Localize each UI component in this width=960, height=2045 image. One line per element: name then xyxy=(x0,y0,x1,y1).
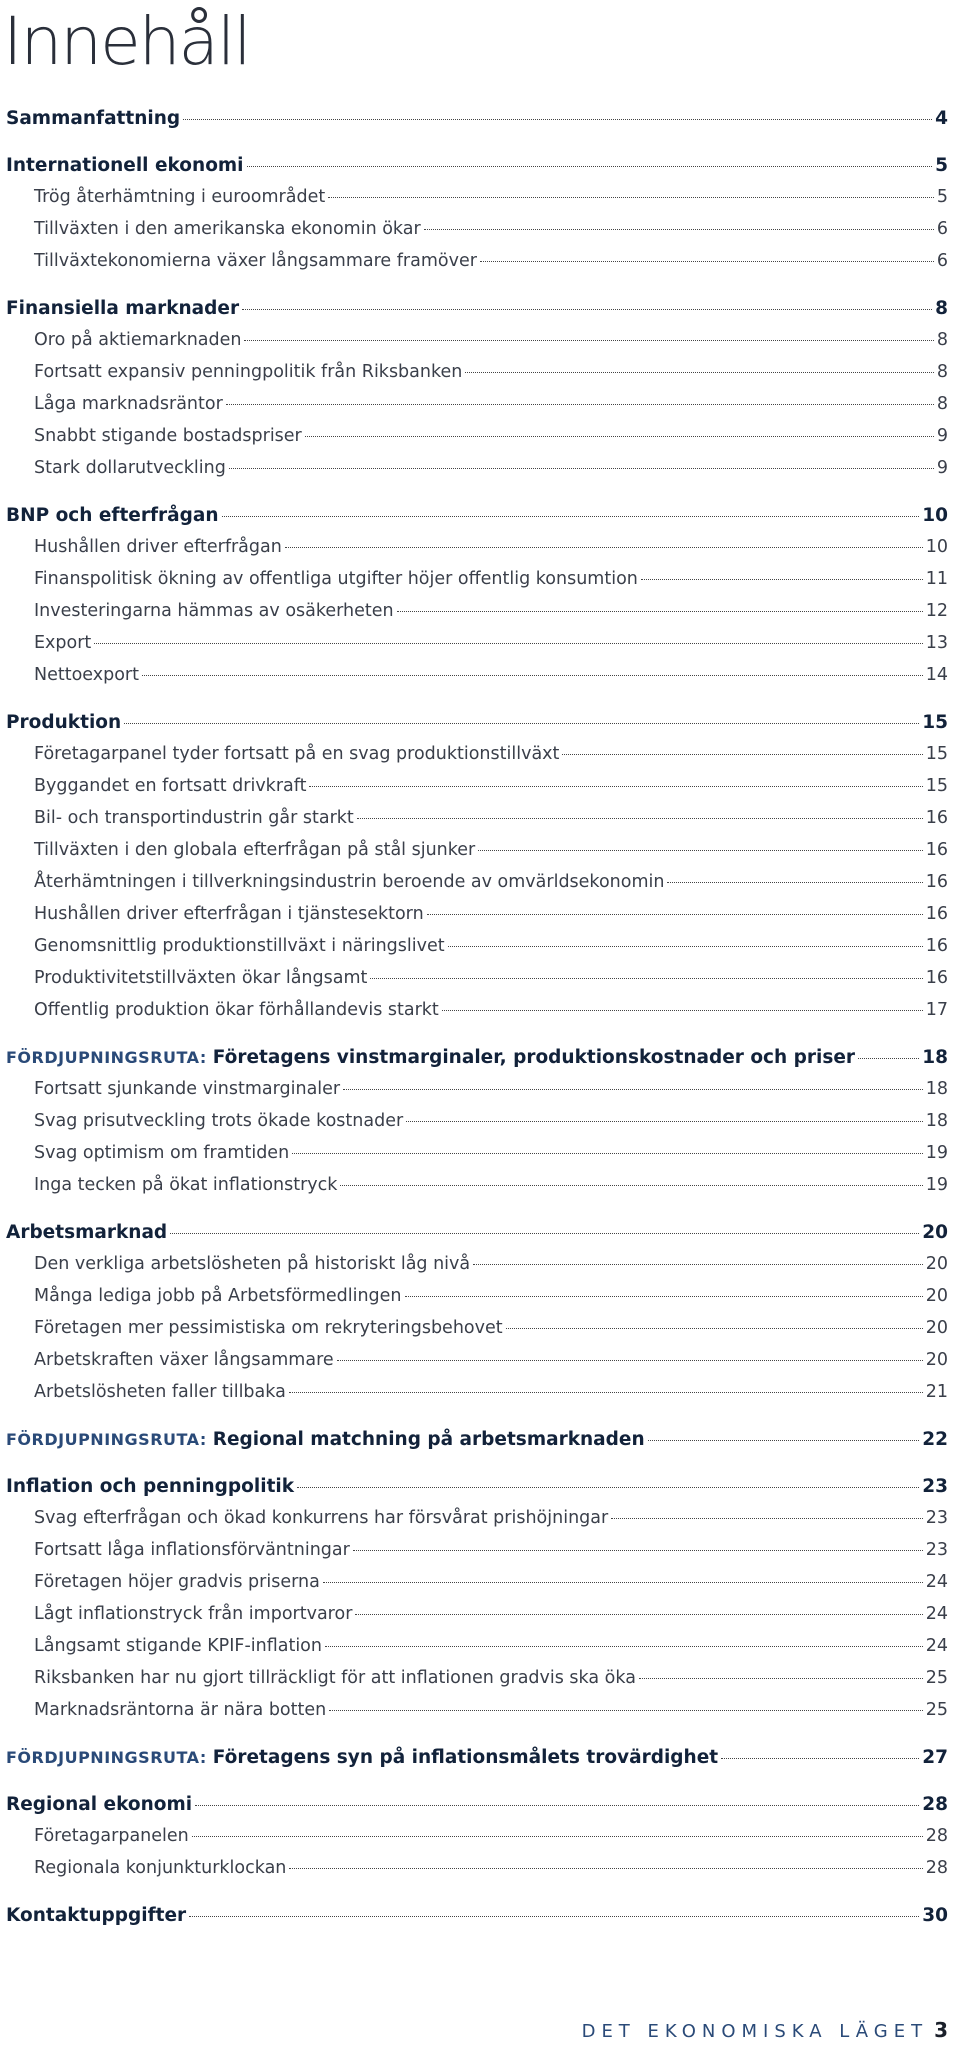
dot-leader xyxy=(611,1518,923,1519)
dot-leader xyxy=(465,372,934,373)
toc-heading-entry[interactable] xyxy=(6,108,948,129)
toc-entry-title: Fortsatt sjunkande vinstmarginaler xyxy=(34,1079,341,1099)
dot-leader xyxy=(285,547,923,548)
toc-page-number: 9 xyxy=(936,426,948,446)
dot-leader xyxy=(397,611,923,612)
toc-page-number: 23 xyxy=(925,1508,948,1528)
dot-leader xyxy=(337,1360,923,1361)
toc-subentry[interactable] xyxy=(34,569,948,589)
toc-subentry[interactable] xyxy=(34,840,948,860)
toc-subentry[interactable] xyxy=(34,744,948,764)
dot-leader xyxy=(405,1296,923,1297)
toc-entry-title: Fortsatt låga inflationsförväntningar xyxy=(34,1540,350,1560)
toc-page-number: 14 xyxy=(925,665,948,685)
toc-entry-title: Regional matchning på arbetsmarknaden xyxy=(212,1429,645,1450)
toc-page-number: 16 xyxy=(925,936,948,956)
toc-feature-entry[interactable] xyxy=(6,1747,948,1768)
dot-leader xyxy=(328,197,934,198)
toc-page-number: 8 xyxy=(936,394,948,414)
toc-page-number: 10 xyxy=(925,537,948,557)
toc-page-number: 23 xyxy=(922,1476,948,1497)
toc-entry-title: Den verkliga arbetslösheten på historiskt låg nivå xyxy=(34,1254,471,1274)
toc-page-number: 15 xyxy=(925,744,948,764)
toc-subentry[interactable] xyxy=(34,1858,948,1878)
toc-page-number: 25 xyxy=(925,1668,948,1688)
dot-leader xyxy=(329,1710,923,1711)
toc-entry-title: Låga marknadsräntor xyxy=(34,394,223,414)
dot-leader xyxy=(226,404,934,405)
toc-page-number: 6 xyxy=(936,251,948,271)
toc-subentry[interactable] xyxy=(34,1079,948,1099)
toc-entry-title: Företagarpanel tyder fortsatt på en svag produktionstillväxt xyxy=(34,744,560,764)
toc-page-number: 15 xyxy=(922,712,948,733)
toc-page-number: 25 xyxy=(925,1700,948,1720)
toc-entry-title: Hushållen driver efterfrågan i tjänstesektorn xyxy=(34,904,424,924)
toc-page-number: 10 xyxy=(922,505,948,526)
dot-leader xyxy=(448,946,923,947)
dot-leader xyxy=(667,882,922,883)
toc-entry-title: Bil- och transportindustrin går starkt xyxy=(34,808,354,828)
toc-heading-entry[interactable] xyxy=(6,712,948,733)
toc-page-number: 17 xyxy=(925,1000,948,1020)
toc-entry-title: Offentlig produktion ökar förhållandevis starkt xyxy=(34,1000,439,1020)
toc-feature-entry[interactable] xyxy=(6,1047,948,1068)
toc-page-number: 22 xyxy=(922,1429,948,1450)
toc-subentry[interactable] xyxy=(34,776,948,796)
toc-entry-title: Svag prisutveckling trots ökade kostnader xyxy=(34,1111,404,1131)
dot-leader xyxy=(244,340,933,341)
dot-leader xyxy=(289,1868,922,1869)
toc-subentry[interactable] xyxy=(34,1668,948,1688)
toc-page-number: 19 xyxy=(925,1175,948,1195)
feature-box-prefix: FÖRDJUPNINGSRUTA: xyxy=(6,1430,207,1449)
toc-entry-title: Trög återhämtning i euroområdet xyxy=(34,187,326,207)
dot-leader xyxy=(858,1058,919,1059)
toc-page-number: 21 xyxy=(925,1382,948,1402)
dot-leader xyxy=(648,1440,920,1441)
dot-leader xyxy=(355,1614,922,1615)
toc-entry-title: Finansiella marknader xyxy=(6,298,240,319)
toc-page-number: 16 xyxy=(925,872,948,892)
toc-page-number: 12 xyxy=(925,601,948,621)
toc-entry-title: Produktivitetstillväxten ökar långsamt xyxy=(34,968,368,988)
toc-page-number: 18 xyxy=(922,1047,948,1068)
toc-entry-title: Företagen höjer gradvis priserna xyxy=(34,1572,320,1592)
dot-leader xyxy=(641,579,923,580)
toc-entry-title: Arbetskraften växer långsammare xyxy=(34,1350,334,1370)
toc-page-number: 24 xyxy=(925,1636,948,1656)
dot-leader xyxy=(721,1758,919,1759)
toc-page-number: 8 xyxy=(936,362,948,382)
toc-entry-title: Inga tecken på ökat inflationstryck xyxy=(34,1175,338,1195)
toc-subentry[interactable] xyxy=(34,362,948,382)
dot-leader xyxy=(323,1582,923,1583)
toc-subentry[interactable] xyxy=(34,936,948,956)
toc-entry-title: Arbetslösheten faller tillbaka xyxy=(34,1382,286,1402)
toc-subentry[interactable] xyxy=(34,1143,948,1163)
toc-page-number: 4 xyxy=(935,108,948,129)
toc-entry-title: Internationell ekonomi xyxy=(6,155,244,176)
dot-leader xyxy=(442,1010,923,1011)
dot-leader xyxy=(242,309,932,310)
toc-entry-title: Svag optimism om framtiden xyxy=(34,1143,290,1163)
toc-entry-title: Svag efterfrågan och ökad konkurrens har försvårat prishöjningar xyxy=(34,1508,609,1528)
toc-entry-title: Återhämtningen i tillverkningsindustrin beroende av omvärldsekonomin xyxy=(34,872,665,892)
toc-subentry[interactable] xyxy=(34,1000,948,1020)
toc-subentry[interactable] xyxy=(34,1382,948,1402)
toc-page-number: 6 xyxy=(936,219,948,239)
toc-subentry[interactable] xyxy=(34,1175,948,1195)
toc-entry-title: Tillväxten i den amerikanska ekonomin ökar xyxy=(34,219,421,239)
toc-entry-title: Oro på aktiemarknaden xyxy=(34,330,242,350)
toc-subentry[interactable] xyxy=(34,1111,948,1131)
toc-heading-entry[interactable] xyxy=(6,1794,948,1815)
toc-subentry[interactable] xyxy=(34,1826,948,1846)
toc-feature-entry[interactable] xyxy=(6,1429,948,1450)
dot-leader xyxy=(94,643,922,644)
dot-leader xyxy=(343,1089,923,1090)
page-title: Innehåll xyxy=(3,3,250,80)
toc-entry-title: Byggandet en fortsatt drivkraft xyxy=(34,776,307,796)
toc-subentry[interactable] xyxy=(34,1318,948,1338)
dot-leader xyxy=(340,1185,922,1186)
dot-leader xyxy=(222,516,920,517)
toc-subentry[interactable] xyxy=(34,808,948,828)
dot-leader xyxy=(353,1550,923,1551)
feature-box-prefix: FÖRDJUPNINGSRUTA: xyxy=(6,1048,207,1067)
toc-subentry[interactable] xyxy=(34,187,948,207)
page-number: 3 xyxy=(934,2018,948,2042)
toc-page-number: 20 xyxy=(925,1318,948,1338)
dot-leader xyxy=(424,229,934,230)
toc-page-number: 8 xyxy=(936,330,948,350)
toc-subentry[interactable] xyxy=(34,1286,948,1306)
toc-entry-title: Investeringarna hämmas av osäkerheten xyxy=(34,601,394,621)
toc-page-number: 27 xyxy=(922,1747,948,1768)
toc-page-number: 30 xyxy=(922,1905,948,1926)
toc-page-number: 5 xyxy=(936,187,948,207)
dot-leader xyxy=(189,1916,919,1917)
toc-entry-title: Stark dollarutveckling xyxy=(34,458,226,478)
dot-leader xyxy=(357,818,923,819)
toc-entry-title: Hushållen driver efterfrågan xyxy=(34,537,282,557)
toc-entry-title: Marknadsräntorna är nära botten xyxy=(34,1700,327,1720)
toc-subentry[interactable] xyxy=(34,968,948,988)
toc-subentry[interactable] xyxy=(34,1604,948,1624)
toc-page-number: 20 xyxy=(925,1350,948,1370)
toc-subentry[interactable] xyxy=(34,251,948,271)
dot-leader xyxy=(478,850,922,851)
toc-entry-title: Arbetsmarknad xyxy=(6,1222,168,1243)
page-footer xyxy=(582,2018,948,2042)
dot-leader xyxy=(562,754,922,755)
toc-page-number: 5 xyxy=(935,155,948,176)
publication-name: DET EKONOMISKA LÄGET xyxy=(581,2021,929,2042)
toc-entry-title: Snabbt stigande bostadspriser xyxy=(34,426,302,446)
toc-subentry[interactable] xyxy=(34,394,948,414)
dot-leader xyxy=(142,675,923,676)
toc-entry-title: Nettoexport xyxy=(34,665,139,685)
dot-leader xyxy=(480,261,934,262)
dot-leader xyxy=(370,978,922,979)
toc-page-number: 19 xyxy=(925,1143,948,1163)
toc-subentry[interactable] xyxy=(34,219,948,239)
toc-subentry[interactable] xyxy=(34,1508,948,1528)
toc-page-number: 16 xyxy=(925,904,948,924)
toc-page-number: 24 xyxy=(925,1604,948,1624)
toc-entry-title: Tillväxten i den globala efterfrågan på stål sjunker xyxy=(34,840,476,860)
dot-leader xyxy=(229,468,934,469)
toc-page-number: 18 xyxy=(925,1079,948,1099)
toc-page-number: 20 xyxy=(922,1222,948,1243)
toc-page-number: 13 xyxy=(925,633,948,653)
dot-leader xyxy=(292,1153,923,1154)
toc-entry-title: Regionala konjunkturklockan xyxy=(34,1858,287,1878)
toc-subentry[interactable] xyxy=(34,1572,948,1592)
toc-heading-entry[interactable] xyxy=(6,505,948,526)
toc-subentry[interactable] xyxy=(34,1636,948,1656)
toc-entry-title: Tillväxtekonomierna växer långsammare framöver xyxy=(34,251,477,271)
toc-entry-title: Riksbanken har nu gjort tillräckligt för att inflationen gradvis ska öka xyxy=(34,1668,636,1688)
dot-leader xyxy=(183,119,932,120)
toc-page-number: 8 xyxy=(935,298,948,319)
toc-page-number: 20 xyxy=(925,1254,948,1274)
feature-box-prefix: FÖRDJUPNINGSRUTA: xyxy=(6,1748,207,1767)
toc-heading-entry[interactable] xyxy=(6,1222,948,1243)
dot-leader xyxy=(289,1392,923,1393)
toc-entry-title: Företagen mer pessimistiska om rekryteringsbehovet xyxy=(34,1318,503,1338)
dot-leader xyxy=(325,1646,923,1647)
toc-entry-title: Finanspolitisk ökning av offentliga utgifter höjer offentlig konsumtion xyxy=(34,569,638,589)
toc-subentry[interactable] xyxy=(34,537,948,557)
toc-entry-title: Genomsnittlig produktionstillväxt i näringslivet xyxy=(34,936,445,956)
toc-page-number: 23 xyxy=(925,1540,948,1560)
toc-entry-title: Lågt inflationstryck från importvaror xyxy=(34,1604,353,1624)
toc-entry-title: Företagens syn på inflationsmålets trovärdighet xyxy=(212,1747,719,1768)
toc-entry-title: Företagens vinstmarginaler, produktionskostnader och priser xyxy=(212,1047,856,1068)
dot-leader xyxy=(473,1264,923,1265)
dot-leader xyxy=(305,436,934,437)
toc-heading-entry[interactable] xyxy=(6,298,948,319)
toc-entry-title: Företagarpanelen xyxy=(34,1826,189,1846)
dot-leader xyxy=(406,1121,923,1122)
toc-heading-entry[interactable] xyxy=(6,1905,948,1926)
toc-entry-title: Fortsatt expansiv penningpolitik från Riksbanken xyxy=(34,362,463,382)
toc-subentry[interactable] xyxy=(34,458,948,478)
toc-entry-title: Inflation och penningpolitik xyxy=(6,1476,295,1497)
dot-leader xyxy=(427,914,923,915)
toc-heading-entry[interactable] xyxy=(6,155,948,176)
toc-subentry[interactable] xyxy=(34,1254,948,1274)
toc-page-number: 28 xyxy=(925,1826,948,1846)
toc-entry-title: Produktion xyxy=(6,712,122,733)
toc-page-number: 9 xyxy=(936,458,948,478)
toc-subentry[interactable] xyxy=(34,330,948,350)
toc-entry-title: Kontaktuppgifter xyxy=(6,1905,187,1926)
dot-leader xyxy=(124,723,919,724)
toc-page-number: 20 xyxy=(925,1286,948,1306)
toc-subentry[interactable] xyxy=(34,633,948,653)
toc-subentry[interactable] xyxy=(34,1700,948,1720)
toc-entry-title: Regional ekonomi xyxy=(6,1794,193,1815)
dot-leader xyxy=(639,1678,923,1679)
toc-subentry[interactable] xyxy=(34,601,948,621)
toc-entry-title: Många lediga jobb på Arbetsförmedlingen xyxy=(34,1286,402,1306)
toc-page-number: 16 xyxy=(925,968,948,988)
dot-leader xyxy=(192,1836,923,1837)
toc-entry-title: Långsamt stigande KPIF-inflation xyxy=(34,1636,322,1656)
toc-entry-title: Export xyxy=(34,633,92,653)
toc-page-number: 16 xyxy=(925,840,948,860)
toc-heading-entry[interactable] xyxy=(6,1476,948,1497)
dot-leader xyxy=(247,166,933,167)
dot-leader xyxy=(195,1805,919,1806)
dot-leader xyxy=(309,786,922,787)
toc-subentry[interactable] xyxy=(34,665,948,685)
toc-page-number: 15 xyxy=(925,776,948,796)
toc-page-number: 28 xyxy=(925,1858,948,1878)
dot-leader xyxy=(297,1487,919,1488)
toc-page-number: 24 xyxy=(925,1572,948,1592)
toc-subentry[interactable] xyxy=(34,426,948,446)
toc-page-number: 28 xyxy=(922,1794,948,1815)
toc-page-number: 18 xyxy=(925,1111,948,1131)
toc-entry-title: Sammanfattning xyxy=(6,108,181,129)
toc-subentry[interactable] xyxy=(34,1540,948,1560)
toc-subentry[interactable] xyxy=(34,1350,948,1370)
toc-page-number: 11 xyxy=(925,569,948,589)
toc-entry-title: BNP och efterfrågan xyxy=(6,505,219,526)
toc-subentry[interactable] xyxy=(34,904,948,924)
dot-leader xyxy=(506,1328,923,1329)
toc-subentry[interactable] xyxy=(34,872,948,892)
dot-leader xyxy=(170,1233,919,1234)
toc-page-number: 16 xyxy=(925,808,948,828)
